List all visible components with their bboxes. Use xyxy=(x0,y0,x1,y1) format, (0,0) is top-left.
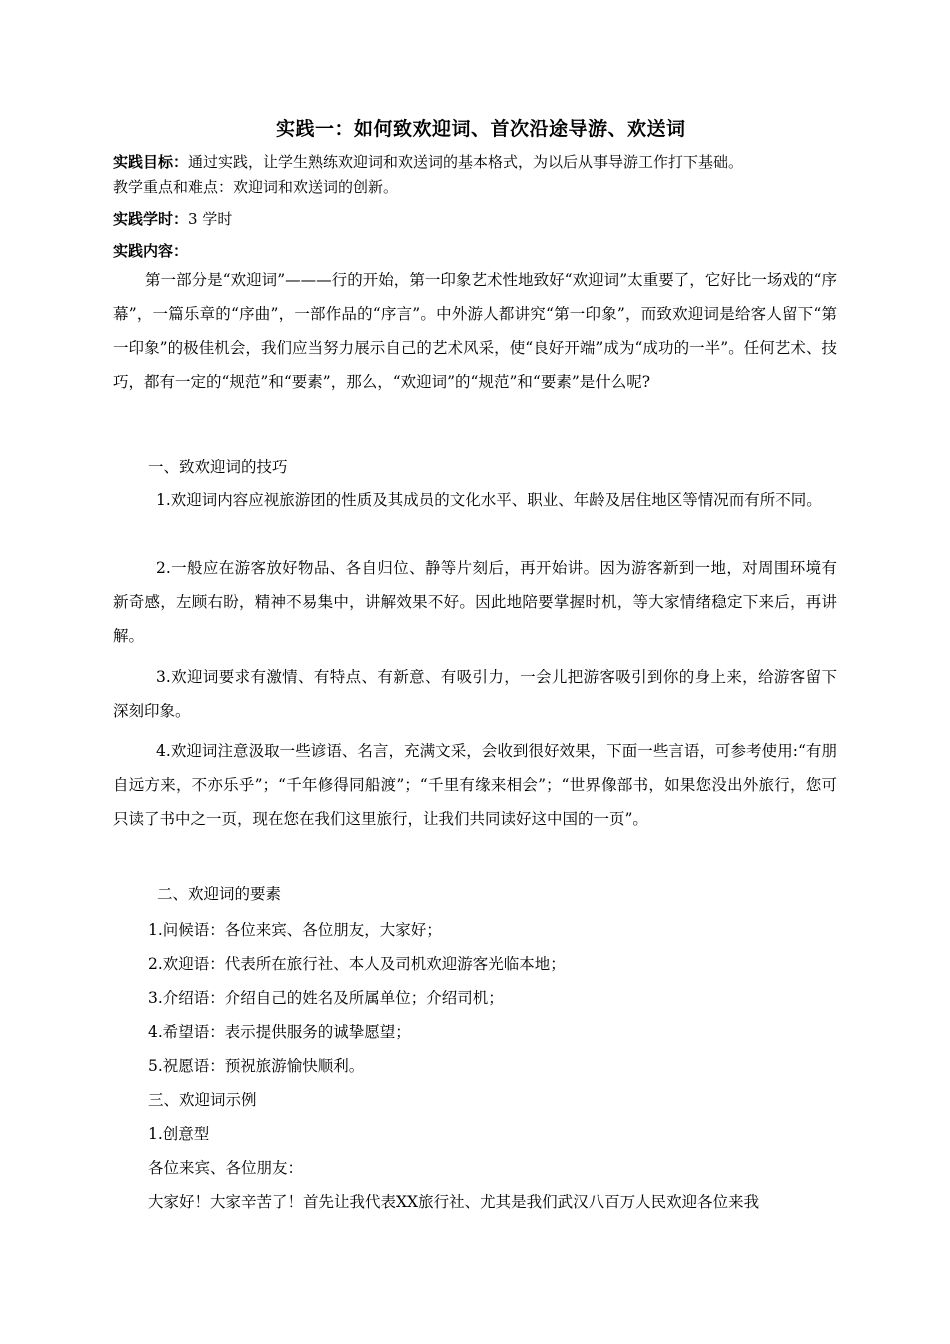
intro-paragraph: 第一部分是“欢迎词”———行的开始，第一印象艺术性地致好“欢迎词”太重要了，它好比一场戏的“序幕”，一篇乐章的“序曲”，一部作品的“序言”。中外游人都讲究“第一印象”，而致欢迎词是给客人留下“第一印象”的极佳机会，我们应当努力展示自己的艺术风采，使“良好开端”成为“成功的一半”。任何艺术、技巧，都有一定的“规范”和“要素”，那么，“欢迎词”的“规范”和“要素”是什么呢? xyxy=(113,271,837,391)
section1-item-4: 4.欢迎词注意汲取一些谚语、名言，充满文采，会收到很好效果，下面一些言语，可参考使用:“有朋自远方来，不亦乐乎”；“千年修得同船渡”；“千里有缘来相会”；“世界像部书，如果您没出外旅行，您可只读了书中之一页，现在您在我们这里旅行，让我们共同读好这中国的一页”。 xyxy=(113,742,837,828)
section2-item-1: 1.问候语：各位来宾、各位朋友，大家好； xyxy=(148,921,442,939)
objective-line xyxy=(113,151,743,172)
objective-label: 实践目标： xyxy=(113,153,189,171)
section1-item-1: 1.欢迎词内容应视旅游团的性质及其成员的文化水平、职业、年龄及居住地区等情况而有所不同。 xyxy=(156,491,822,509)
objective-text: 通过实践，让学生熟练欢迎词和欢送词的基本格式，为以后从事导游工作打下基础。 xyxy=(188,153,744,171)
content-label: 实践内容： xyxy=(113,242,189,260)
section2-item-3: 3.介绍语：介绍自己的姓名及所属单位；介绍司机； xyxy=(148,989,504,1007)
section1-item-2: 2.一般应在游客放好物品、各自归位、静等片刻后，再开始讲。因为游客新到一地，对周围环境有新奇感，左顾右盼，精神不易集中，讲解效果不好。因此地陪要掌握时机，等大家情绪稳定下来后，再讲解。 xyxy=(113,559,837,645)
section3-heading: 三、欢迎词示例 xyxy=(148,1091,257,1109)
section2-heading: 二、欢迎词的要素 xyxy=(157,885,282,903)
document-title: 实践一：如何致欢迎词、首次沿途导游、欢送词 xyxy=(276,118,686,140)
hours-line xyxy=(113,208,232,229)
section1-heading: 一、致欢迎词的技巧 xyxy=(148,458,288,476)
section2-item-4: 4.希望语：表示提供服务的诚挚愿望； xyxy=(148,1023,411,1041)
section1-item-3: 3.欢迎词要求有激情、有特点、有新意、有吸引力，一会儿把游客吸引到你的身上来，给游客留下深刻印象。 xyxy=(113,668,837,720)
section3-greeting: 各位来宾、各位朋友： xyxy=(148,1159,304,1177)
hours-label: 实践学时： xyxy=(113,210,189,228)
key-points-line: 教学重点和难点：欢迎词和欢送词的创新。 xyxy=(113,178,399,196)
section2-item-5: 5.祝愿语：预祝旅游愉快顺利。 xyxy=(148,1057,365,1075)
section2-item-2: 2.欢迎语：代表所在旅行社、本人及司机欢迎游客光临本地； xyxy=(148,955,566,973)
hours-text: 3 学时 xyxy=(188,210,233,228)
section3-type: 1.创意型 xyxy=(148,1125,210,1143)
section3-opening: 大家好！大家辛苦了！首先让我代表XX旅行社、尤其是我们武汉八百万人民欢迎各位来我 xyxy=(148,1193,760,1211)
